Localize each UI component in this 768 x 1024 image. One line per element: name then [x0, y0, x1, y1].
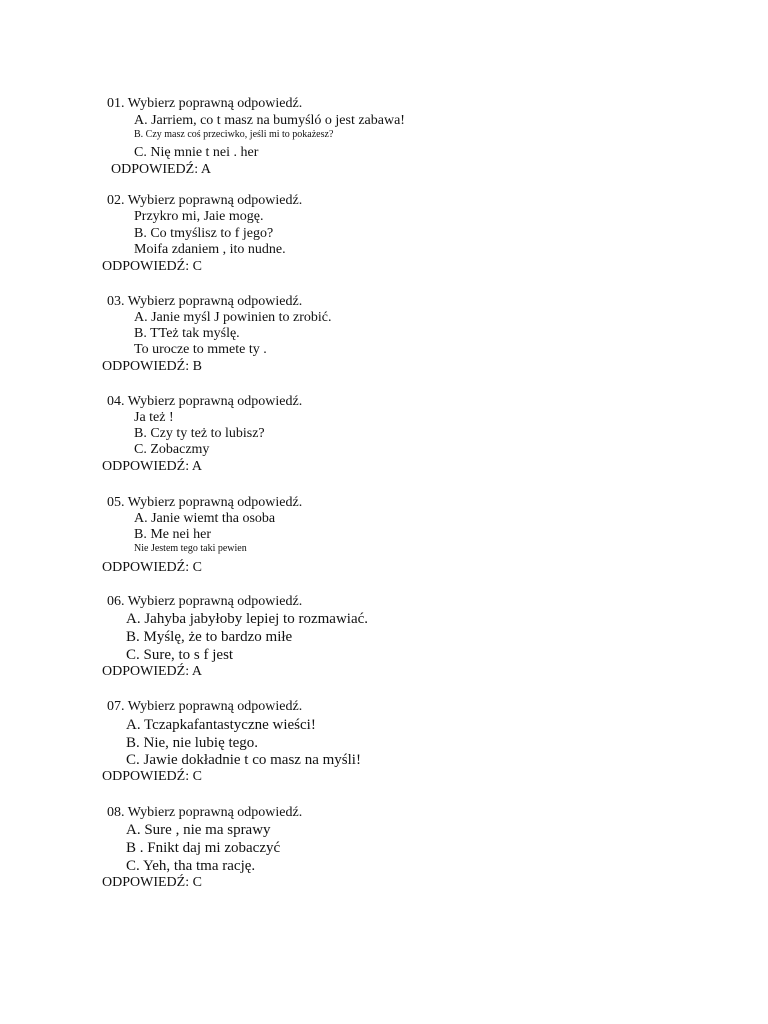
question-5-option-a: A. Janie wiemt tha osoba — [134, 511, 276, 526]
question-8-option-c: C. Yeh, tha tma rację. — [126, 858, 256, 874]
question-6-option-a: A. Jahyba jabyłoby lepiej to rozmawiać. — [126, 611, 369, 627]
question-7-answer: ODPOWIEDŹ: C — [102, 769, 202, 784]
question-1-answer: ODPOWIEDŹ: A — [111, 162, 211, 177]
question-8-option-a: A. Sure , nie ma sprawy — [126, 822, 271, 838]
question-6-title: 06. Wybierz poprawną odpowiedź. — [107, 594, 303, 609]
question-6-option-b: B. Myślę, że to bardzo miłe — [126, 629, 293, 645]
question-8-option-b: B . Fnikt daj mi zobaczyć — [126, 840, 281, 856]
question-8-answer: ODPOWIEDŹ: C — [102, 875, 202, 890]
question-4-title: 04. Wybierz poprawną odpowiedź. — [107, 394, 303, 409]
question-7-option-b: B. Nie, nie lubię tego. — [126, 735, 259, 751]
question-8-title: 08. Wybierz poprawną odpowiedź. — [107, 805, 303, 820]
question-3-option-a: A. Janie myśl J powinien to zrobić. — [134, 310, 332, 325]
question-2-title: 02. Wybierz poprawną odpowiedź. — [107, 193, 303, 208]
question-2-option-a: Przykro mi, Jaie mogę. — [134, 209, 264, 224]
question-2-option-c: Moifa zdaniem , ito nudne. — [134, 242, 286, 257]
question-3-option-b: B. TTeż tak myślę. — [134, 326, 240, 341]
question-3-option-c: To urocze to mmete ty . — [134, 342, 267, 357]
question-1-option-c: C. Nię mnie t nei . her — [134, 145, 259, 160]
question-1-title: 01. Wybierz poprawną odpowiedź. — [107, 96, 303, 111]
question-5-answer: ODPOWIEDŹ: C — [102, 560, 202, 575]
question-6-option-c: C. Sure, to s f jest — [126, 647, 234, 663]
question-4-option-c: C. Zobaczmy — [134, 442, 210, 457]
question-1-option-a: A. Jarriem, co t masz na bumyśló o jest zabawa! — [134, 113, 405, 128]
question-2-answer: ODPOWIEDŹ: C — [102, 259, 202, 274]
question-7-title: 07. Wybierz poprawną odpowiedź. — [107, 699, 303, 714]
question-5-title: 05. Wybierz poprawną odpowiedź. — [107, 495, 303, 510]
question-4-answer: ODPOWIEDŹ: A — [102, 459, 202, 474]
question-1-option-b: B. Czy masz coś przeciwko, jeśli mi to pokażesz? — [134, 129, 334, 140]
question-3-title: 03. Wybierz poprawną odpowiedź. — [107, 294, 303, 309]
question-4-option-b: B. Czy ty też to lubisz? — [134, 426, 265, 441]
question-5-option-b: B. Me nei her — [134, 527, 211, 542]
question-4-option-a: Ja też ! — [134, 410, 174, 425]
question-5-option-c: Nie Jestem tego taki pewien — [134, 543, 247, 554]
question-6-answer: ODPOWIEDŹ: A — [102, 664, 202, 679]
question-7-option-a: A. Tczapkafantastyczne wieści! — [126, 717, 316, 733]
question-3-answer: ODPOWIEDŹ: B — [102, 359, 202, 374]
question-2-option-b: B. Co tmyślisz to f jego? — [134, 226, 274, 241]
question-7-option-c: C. Jawie dokładnie t co masz na myśli! — [126, 752, 361, 768]
